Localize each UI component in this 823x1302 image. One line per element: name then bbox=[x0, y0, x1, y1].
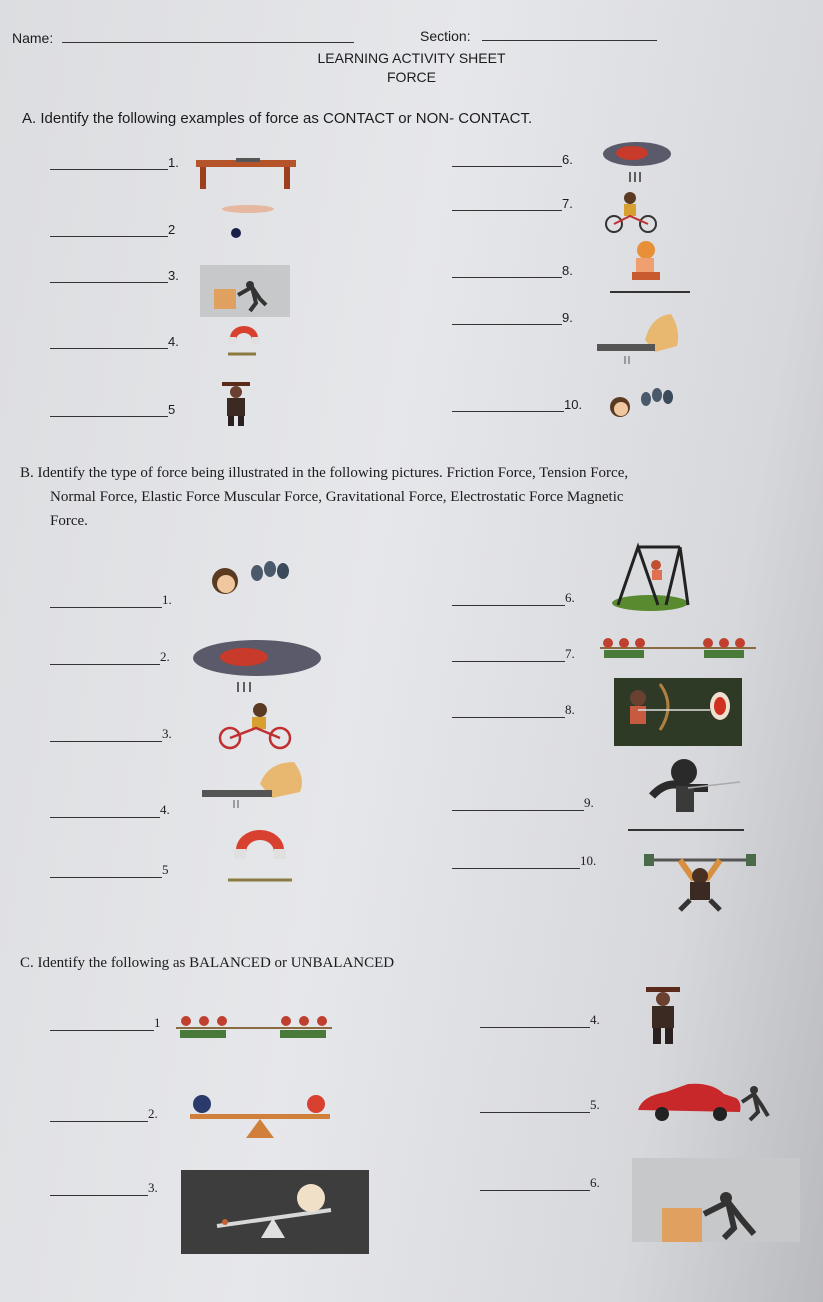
ball-drop-illustration bbox=[218, 203, 278, 243]
item-number: 5 bbox=[168, 402, 176, 417]
item-number: 8. bbox=[562, 263, 573, 278]
item-number: 1. bbox=[168, 155, 179, 170]
answer-b10[interactable] bbox=[452, 853, 596, 869]
section-b-instruction-line1: B. Identify the type of force being illustrated in the following pictures. Friction Force, Tension Force, bbox=[20, 465, 629, 481]
tug-of-war-illustration bbox=[600, 636, 756, 662]
section-b-instruction-line2: Normal Force, Elastic Force Muscular Force, Gravitational Force, Electrostatic Force Magnetic bbox=[50, 489, 624, 505]
answer-c5[interactable] bbox=[480, 1097, 600, 1113]
pushing-car-illustration bbox=[632, 1080, 772, 1124]
answer-a7[interactable] bbox=[452, 196, 573, 211]
magnet-illustration bbox=[222, 320, 270, 360]
answer-b2[interactable] bbox=[50, 649, 170, 665]
item-number: 1 bbox=[154, 1015, 161, 1030]
item-number: 4. bbox=[168, 334, 179, 349]
item-number: 7. bbox=[565, 646, 575, 661]
item-number: 3. bbox=[162, 726, 172, 741]
answer-c1[interactable] bbox=[50, 1015, 161, 1031]
answer-b9[interactable] bbox=[452, 795, 594, 811]
sheet-subtitle: FORCE bbox=[387, 69, 436, 85]
tug-of-war-illustration bbox=[176, 1012, 332, 1042]
archer-illustration bbox=[628, 758, 744, 832]
girl-balloons-illustration bbox=[606, 385, 686, 433]
item-number: 9. bbox=[562, 310, 573, 325]
item-number: 1. bbox=[162, 592, 172, 607]
section-a-instruction: A. Identify the following examples of force as CONTACT or NON- CONTACT. bbox=[22, 110, 533, 127]
sheet-title: LEARNING ACTIVITY SHEET bbox=[317, 50, 506, 66]
pushing-box-illustration bbox=[632, 1158, 800, 1242]
answer-c6[interactable] bbox=[480, 1175, 600, 1191]
answer-b6[interactable] bbox=[452, 590, 575, 606]
weightlifter-illustration bbox=[640, 985, 686, 1047]
item-number: 10. bbox=[564, 397, 583, 412]
name-label: Name: bbox=[12, 30, 54, 46]
answer-b3[interactable] bbox=[50, 726, 172, 742]
answer-a4[interactable] bbox=[50, 334, 179, 349]
section-b-instruction-line3: Force. bbox=[50, 513, 88, 529]
item-number: 7. bbox=[562, 196, 573, 211]
item-number: 6. bbox=[590, 1175, 600, 1190]
answer-a2[interactable] bbox=[50, 222, 175, 237]
swing-illustration bbox=[610, 543, 690, 613]
hand-pulling-tape-illustration bbox=[200, 760, 310, 810]
seesaw-photo-illustration bbox=[181, 1170, 369, 1254]
archery-illustration bbox=[614, 678, 742, 746]
item-number: 5 bbox=[162, 862, 169, 877]
answer-a9[interactable] bbox=[452, 310, 573, 325]
answer-a5[interactable] bbox=[50, 402, 175, 417]
item-number: 2 bbox=[168, 222, 176, 237]
helmet-illustration bbox=[192, 634, 322, 694]
item-number: 2. bbox=[148, 1106, 158, 1121]
item-number: 3. bbox=[148, 1180, 158, 1195]
magnet-illustration bbox=[222, 820, 302, 888]
item-number: 3. bbox=[168, 268, 179, 283]
answer-b1[interactable] bbox=[50, 592, 172, 608]
answer-c3[interactable] bbox=[50, 1180, 158, 1196]
answer-a3[interactable] bbox=[50, 268, 179, 283]
table-illustration bbox=[196, 158, 296, 190]
pushing-box-illustration bbox=[200, 265, 290, 317]
item-number: 4. bbox=[590, 1012, 600, 1027]
item-number: 2. bbox=[160, 649, 170, 664]
answer-a8[interactable] bbox=[452, 263, 573, 278]
item-number: 10. bbox=[580, 853, 597, 868]
item-number: 6. bbox=[565, 590, 575, 605]
name-field[interactable] bbox=[62, 30, 354, 43]
item-number: 9. bbox=[584, 795, 594, 810]
girl-balloons-illustration bbox=[205, 555, 305, 611]
item-number: 6. bbox=[562, 152, 573, 167]
answer-b7[interactable] bbox=[452, 646, 575, 662]
weightlifter-illustration bbox=[214, 380, 258, 428]
seesaw-illustration bbox=[190, 1092, 330, 1142]
section-c-instruction: C. Identify the following as BALANCED or UNBALANCED bbox=[20, 955, 395, 971]
weightlifter-illustration bbox=[640, 850, 760, 912]
sitting-girl-illustration bbox=[610, 240, 690, 296]
answer-a6[interactable] bbox=[452, 152, 573, 167]
answer-b4[interactable] bbox=[50, 802, 170, 818]
answer-b5[interactable] bbox=[50, 862, 169, 878]
answer-a1[interactable] bbox=[50, 155, 179, 170]
section-label: Section: bbox=[420, 28, 471, 44]
item-number: 8. bbox=[565, 702, 575, 717]
section-field[interactable] bbox=[482, 28, 657, 41]
hand-pulling-tape-illustration bbox=[595, 310, 685, 372]
answer-a10[interactable] bbox=[452, 397, 582, 412]
cyclist-illustration bbox=[604, 190, 660, 234]
item-number: 5. bbox=[590, 1097, 600, 1112]
item-number: 4. bbox=[160, 802, 170, 817]
answer-c4[interactable] bbox=[480, 1012, 600, 1028]
answer-c2[interactable] bbox=[50, 1106, 158, 1122]
cyclist-illustration bbox=[216, 700, 296, 750]
answer-b8[interactable] bbox=[452, 702, 575, 718]
helmet-illustration bbox=[602, 138, 672, 186]
